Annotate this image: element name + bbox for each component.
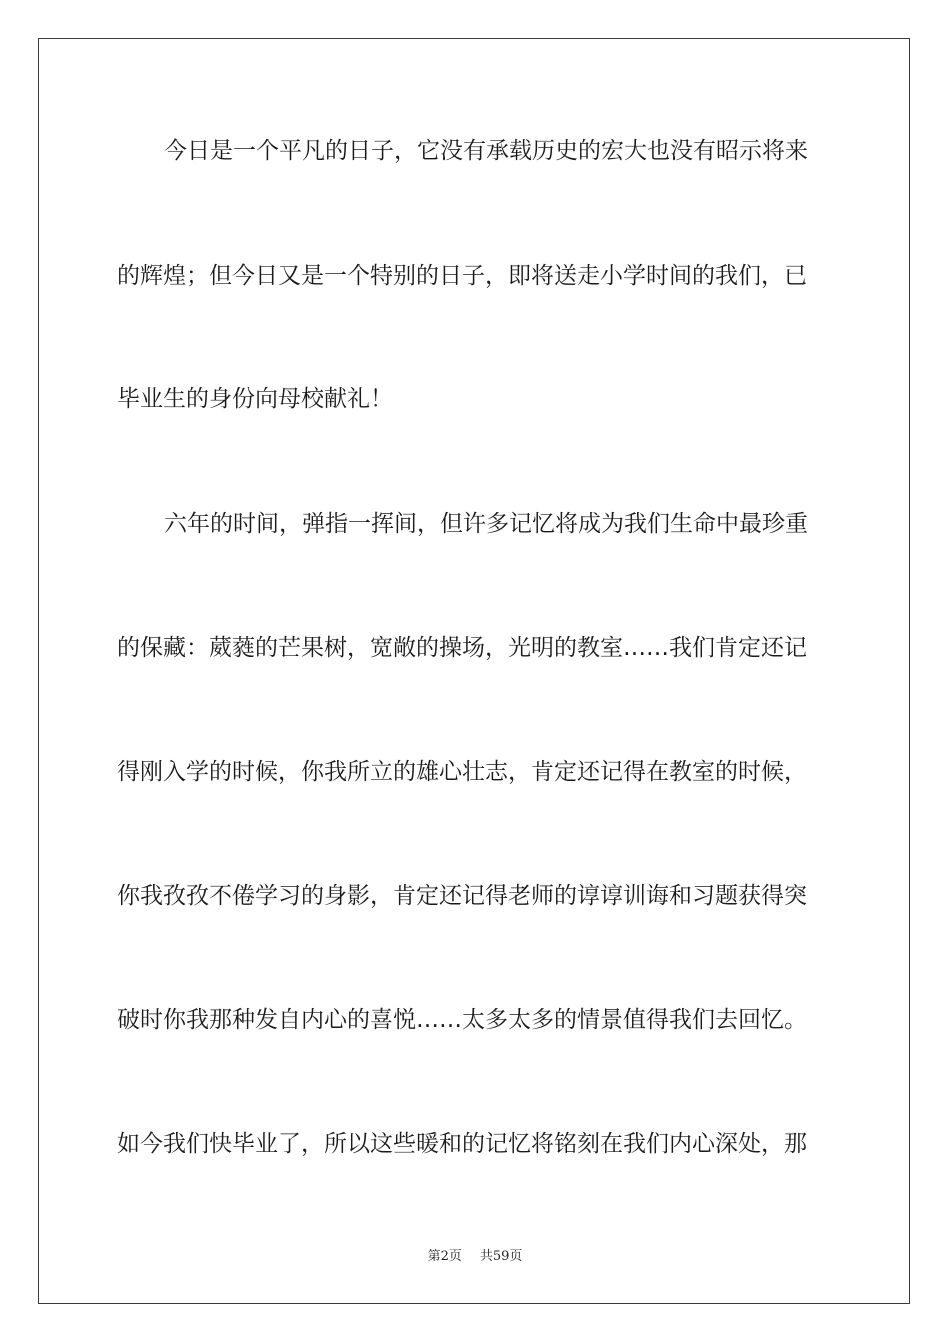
page-footer <box>0 1248 950 1266</box>
text-line-7: 你我孜孜不倦学习的身影，肯定还记得老师的谆谆训诲和习题获得突 <box>117 883 807 909</box>
text-line-3: 毕业生的身份向母校献礼！ <box>117 386 393 412</box>
text-line-4: 六年的时间，弹指一挥间，但许多记忆将成为我们生命中最珍重 <box>164 511 808 537</box>
page-total: 共59页 <box>479 1249 523 1264</box>
text-line-9: 如今我们快毕业了，所以这些暖和的记忆将铭刻在我们内心深处，那 <box>117 1131 807 1157</box>
text-line-8: 破时你我那种发自内心的喜悦……太多太多的情景值得我们去回忆。 <box>117 1007 807 1033</box>
text-line-1: 今日是一个平凡的日子，它没有承载历史的宏大也没有昭示将来 <box>164 138 808 164</box>
text-line-6: 得刚入学的时候，你我所立的雄心壮志，肯定还记得在教室的时候， <box>117 759 807 785</box>
text-line-5: 的保藏：葳蕤的芒果树，宽敞的操场，光明的教室……我们肯定还记 <box>117 635 807 661</box>
page-border <box>38 38 910 1304</box>
page-number: 第2页 <box>427 1249 462 1264</box>
text-line-2: 的辉煌；但今日又是一个特别的日子，即将送走小学时间的我们，已 <box>117 263 807 289</box>
